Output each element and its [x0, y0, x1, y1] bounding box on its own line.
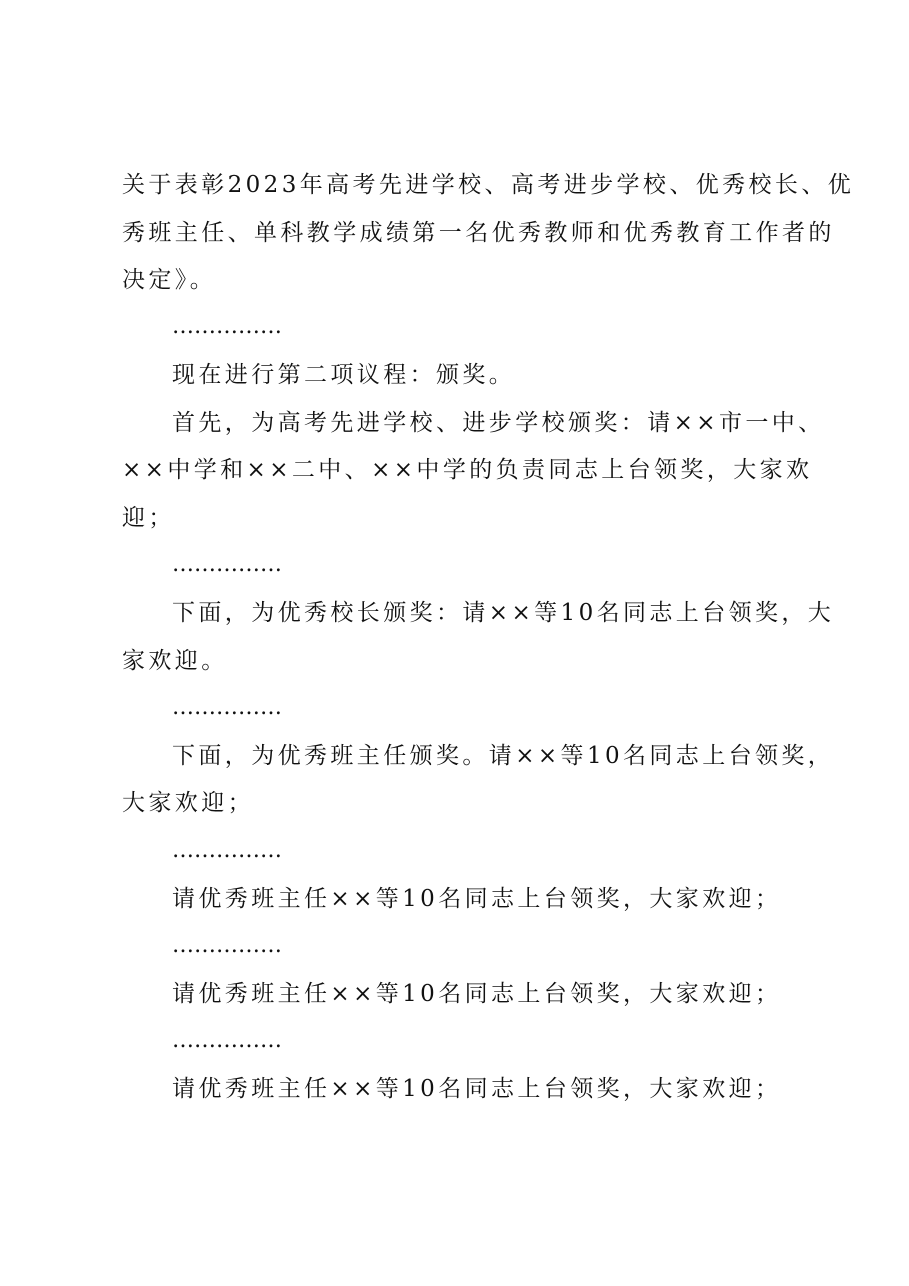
text-line: 请优秀班主任××等10名同志上台领奖，大家欢迎；	[172, 886, 782, 912]
text-line: 大家欢迎；	[122, 790, 254, 816]
text-line: 现在进行第二项议程：颁奖。	[172, 362, 516, 388]
text-line: 请优秀班主任××等10名同志上台领奖，大家欢迎；	[172, 981, 782, 1007]
text-line: 首先，为高考先进学校、进步学校颁奖：请××市一中、	[172, 410, 825, 436]
text-line: 下面，为优秀班主任颁奖。请××等10名同志上台领奖，	[172, 743, 835, 769]
ellipsis-divider: ……………	[172, 838, 282, 863]
text-line: 关于表彰2023年高考先进学校、高考进步学校、优秀校长、优	[122, 172, 855, 198]
ellipsis-divider: ……………	[172, 314, 282, 339]
text-line: 迎；	[122, 505, 175, 531]
ellipsis-divider: ……………	[172, 552, 282, 577]
ellipsis-divider: ……………	[172, 933, 282, 958]
text-line: 家欢迎。	[122, 648, 228, 674]
ellipsis-divider: ……………	[172, 1028, 282, 1053]
text-line: ××中学和××二中、××中学的负责同志上台领奖，大家欢	[122, 457, 813, 483]
text-line: 决定》。	[122, 267, 217, 293]
ellipsis-divider: ……………	[172, 695, 282, 720]
text-line: 下面，为优秀校长颁奖：请××等10名同志上台领奖，大	[172, 600, 835, 626]
text-line: 秀班主任、单科教学成绩第一名优秀教师和优秀教育工作者的	[122, 220, 835, 246]
text-line: 请优秀班主任××等10名同志上台领奖，大家欢迎；	[172, 1076, 782, 1102]
